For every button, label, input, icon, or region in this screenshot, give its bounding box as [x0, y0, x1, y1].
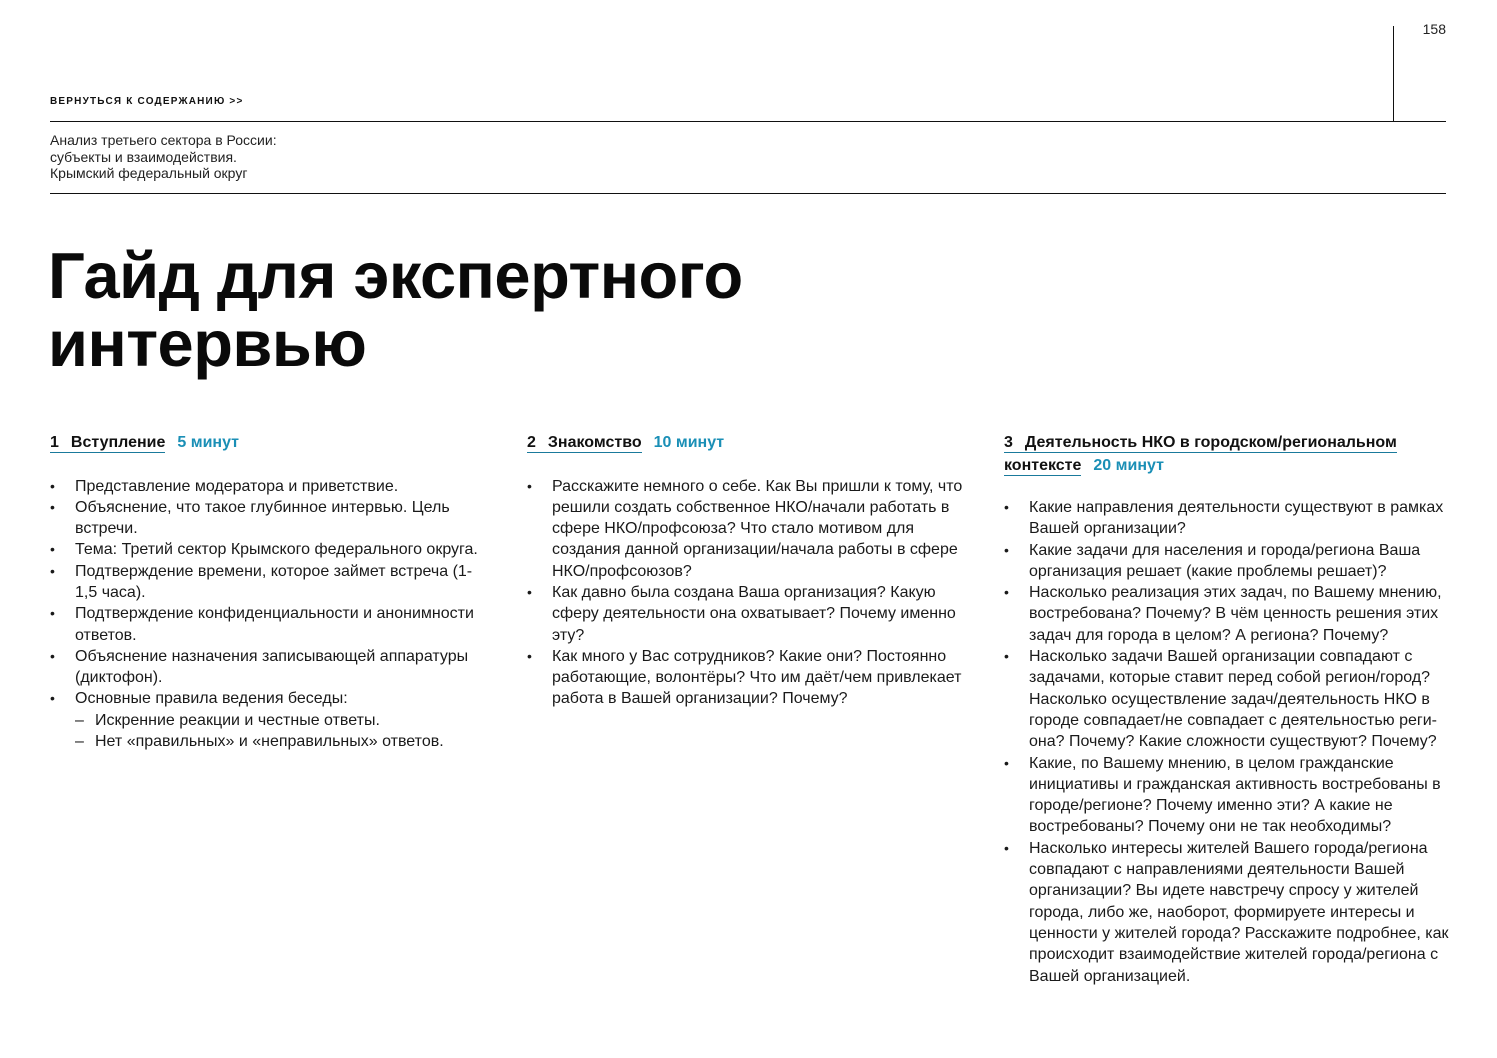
section-duration: 5 минут	[177, 434, 240, 451]
page-title	[48, 239, 743, 380]
list-item: • Насколько задачи Вашей организации совпадают с задачами, которые ставит перед собой регион/город? Насколько осуществление задач/деятельность НКО в городе совпадает/не совпадает с деятельностью региона? Почему? Какие сложности существуют? Почему?	[1004, 646, 1454, 752]
section-duration: 10 минут	[653, 434, 725, 451]
section-heading	[1004, 432, 1454, 477]
section-heading	[50, 432, 490, 455]
section-number: 2	[527, 434, 536, 451]
section-item-list	[527, 476, 972, 710]
section-item-list	[50, 476, 490, 753]
page-number: 158	[1422, 21, 1446, 37]
sub-list-item: – Нет «правильных» и «неправильных» ответов.	[75, 731, 490, 752]
section-title: Вступление	[70, 434, 166, 451]
header-divider-bottom	[50, 193, 1446, 194]
vertical-divider	[1393, 26, 1394, 121]
section-acquaintance	[527, 432, 972, 710]
section-heading-title: контексте	[1004, 456, 1082, 474]
list-item: • Какие направления деятельности существуют в рамках Вашей организации?	[1004, 497, 1454, 540]
section-item-list	[1004, 497, 1454, 987]
subtitle-line: субъекты и взаимодействия.	[50, 148, 237, 165]
section-heading-title	[50, 434, 165, 453]
subtitle-line: Анализ третьего сектора в России:	[50, 132, 277, 148]
section-heading-title	[527, 434, 642, 453]
section-number: 1	[50, 434, 59, 451]
list-item: • Какие задачи для населения и города/региона Ваша организация решает (какие проблемы решает)?	[1004, 540, 1454, 583]
section-heading	[527, 432, 972, 455]
list-item: • Объяснение, что такое глубинное интервью. Цель встречи.	[50, 497, 490, 540]
list-item: • Расскажите немного о себе. Как Вы пришли к тому, что решили создать собственное НКО/начали работать в сфере НКО/профсоюза? Что стало мотивом для создания данной организации/начала работы в сфере НКО/профсоюзов?	[527, 476, 972, 582]
list-item: • Как много у Вас сотрудников? Какие они? Постоянно работающие, волонтёры? Что им даёт/чем привлекает работа в Вашей организации? Почему?	[527, 646, 972, 710]
page-title-line: Гайд для экспертного	[48, 239, 743, 312]
page-title-line: интервью	[48, 307, 367, 380]
list-item: • Подтверждение конфиденциальности и анонимности ответов.	[50, 603, 490, 646]
list-item: • Какие, по Вашему мнению, в целом гражданские инициативы и гражданская активность востребованы в городе/регионе? Почему именно эти? А какие не востребованы? Почему они не так необходимы?	[1004, 753, 1454, 838]
list-item: • Как давно была создана Ваша организация? Какую сферу деятельности она охватывает? Почему именно эту?	[527, 582, 972, 646]
section-title: Знакомство	[547, 434, 642, 451]
list-item: • Тема: Третий сектор Крымского федерального округа.	[50, 539, 490, 560]
list-item-text: Основные правила ведения беседы:	[75, 690, 348, 708]
list-item: • Представление модератора и приветствие.	[50, 476, 490, 497]
sub-list-item: – Искренние реакции и честные ответы.	[75, 710, 490, 731]
section-duration: 20 минут	[1093, 456, 1164, 474]
subtitle-line: Крымский федеральный округ	[50, 165, 248, 181]
back-to-contents-link[interactable]: ВЕРНУТЬСЯ К СОДЕРЖАНИЮ >>	[50, 96, 244, 107]
list-item: • Насколько реализация этих задач, по Вашему мнению, востребована? Почему? В чём ценность решения этих задач для города в целом? А региона? Почему?	[1004, 582, 1454, 646]
list-item: • Подтверждение времени, которое займет встреча (1-1,5 часа).	[50, 561, 490, 604]
section-title: Деятельность НКО в городском/региональном	[1024, 434, 1397, 451]
list-item: • Объяснение назначения записывающей аппаратуры (диктофон).	[50, 646, 490, 689]
section-number: 3	[1004, 434, 1013, 451]
list-item: • Насколько интересы жителей Вашего города/региона совпадают с направлениями деятельности Вашей организации? Вы идете навстречу спросу у жителей города, либо же, наоборот, формируете интересы и ценности у жителей города? Расскажите подробнее, как происходит взаимодействие жителей города/региона с Вашей организацией.	[1004, 838, 1454, 987]
section-heading-title	[1004, 434, 1397, 453]
section-nko-activity	[1004, 432, 1454, 987]
list-item	[50, 688, 490, 752]
sub-item-list	[75, 710, 490, 753]
header-divider-top	[50, 121, 1446, 122]
document-subtitle	[50, 132, 277, 182]
section-introduction	[50, 432, 490, 752]
